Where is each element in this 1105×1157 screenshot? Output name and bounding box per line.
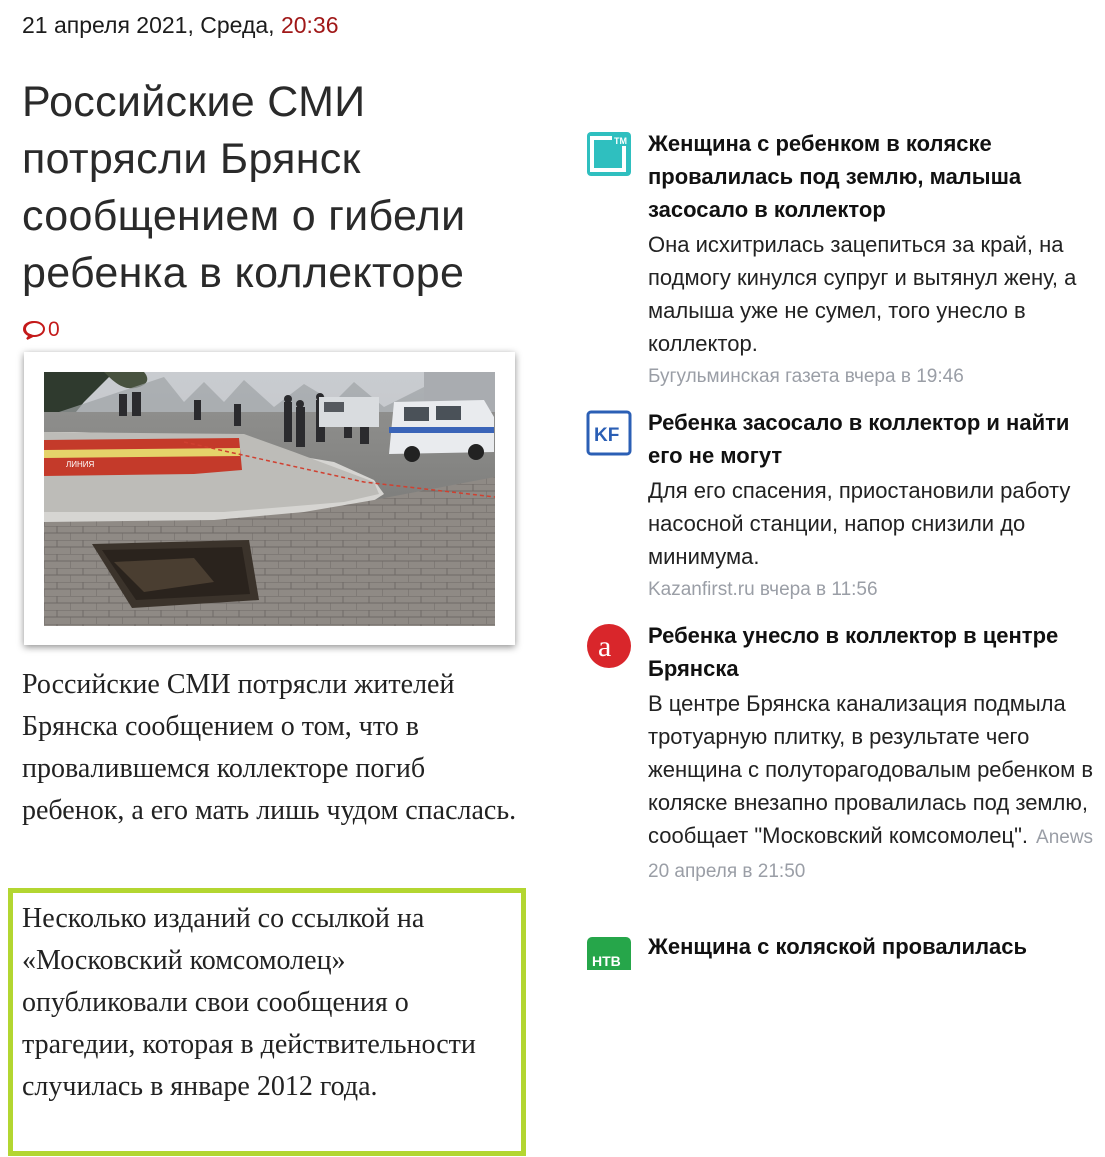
- news-item-partial[interactable]: [586, 930, 1096, 970]
- news-title[interactable]: Женщина с коляской провалилась: [648, 934, 1028, 959]
- news-source[interactable]: Anews 20 апреля в 21:50: [648, 827, 1094, 882]
- date-text: 21 апреля 2021, Среда,: [22, 12, 275, 38]
- tm-logo-icon: [586, 131, 632, 177]
- tm-logo-text: TM: [614, 136, 627, 146]
- news-snippet: [648, 687, 1098, 887]
- news-source[interactable]: Kazanfirst.ru вчера в 11:56: [648, 579, 878, 600]
- ntv-logo-text: НТВ: [592, 953, 621, 969]
- news-title[interactable]: Ребенка засосало в коллектор и найти его не могут: [648, 410, 1070, 468]
- news-snippet-text: В центре Брянска канализация подмыла тротуарную плитку, в результате чего женщина с полуторагодовалым ребенком в коляске внезапно провалилась под землю, сообщает "Московский комсомолец".: [648, 691, 1094, 848]
- article-body: Российские СМИ потрясли жителей Брянска сообщением о том, что в провалившемся коллекторе погиб ребенок, а его мать лишь чудом спаслась.: [22, 669, 517, 826]
- kf-logo-icon: [586, 410, 632, 456]
- time-text: 20:36: [280, 12, 339, 38]
- article-photo[interactable]: [44, 372, 495, 626]
- anews-logo-icon: [586, 623, 632, 669]
- dateline: [22, 12, 339, 39]
- article-headline: Российские СМИ потрясли Брянск сообщением о гибели ребенка в коллекторе: [22, 78, 466, 297]
- article-photo-frame: [24, 352, 515, 645]
- kf-logo-text: KF: [594, 425, 620, 446]
- news-title[interactable]: Ребенка унесло в коллектор в центре Брянска: [648, 623, 1059, 681]
- comments-count: 0: [48, 318, 60, 341]
- news-title[interactable]: Женщина с ребенком в коляске провалилась под землю, малыша засосало в коллектор: [648, 131, 1022, 222]
- news-snippet: Она исхитрилась зацепиться за край, на подмогу кинулся супруг и вытянул жену, а малыша уже не сумел, того унесло в коллектор.: [648, 232, 1077, 356]
- comment-bubble-icon: [22, 319, 46, 341]
- photo-sign-text: ЛИНИЯ: [66, 460, 95, 469]
- news-source[interactable]: Бугульминская газета вчера в 19:46: [648, 366, 964, 387]
- comments-link[interactable]: [22, 318, 60, 342]
- news-snippet: Для его спасения, приостановили работу насосной станции, напор снизили до минимума.: [648, 478, 1071, 569]
- ntv-logo-icon: [586, 936, 632, 970]
- highlighted-paragraph: Несколько изданий со ссылкой на «Московский комсомолец» опубликовали свои сообщения о трагедии, которая в действительности случилась в январе 2012 года.: [22, 903, 476, 1102]
- anews-logo-text: a: [598, 630, 612, 663]
